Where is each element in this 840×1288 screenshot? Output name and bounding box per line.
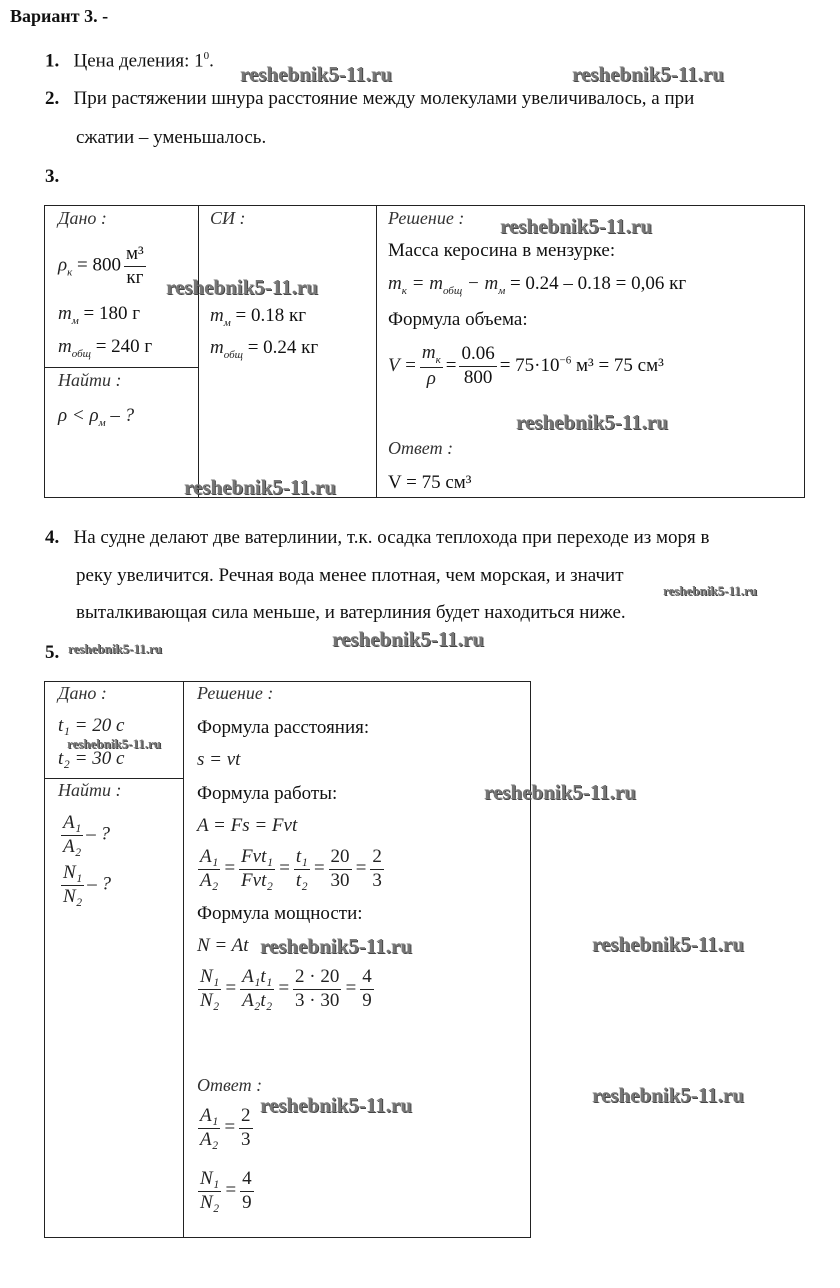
formula-part: A₁ xyxy=(198,1105,220,1129)
item-2 xyxy=(45,88,694,110)
item-1 xyxy=(45,50,214,72)
work-heading: Формула работы: xyxy=(197,783,338,804)
formula-part: общ xyxy=(442,284,463,297)
formula-part: = xyxy=(344,977,358,999)
formula-part: − m xyxy=(466,273,499,294)
volume-heading: Формула объема: xyxy=(388,309,528,330)
formula-part: N₂ xyxy=(63,885,83,907)
formula-part: A₂t₂ xyxy=(242,989,273,1011)
watermark: reshebnik5-11.ru xyxy=(260,1093,412,1117)
formula-part: 800 xyxy=(463,366,493,388)
watermark: reshebnik5-11.ru xyxy=(184,475,336,499)
formula-part: ρ xyxy=(58,254,68,276)
fraction xyxy=(459,343,496,390)
formula-part: общ xyxy=(71,347,91,360)
formula-part: 2 xyxy=(370,846,384,870)
watermark: reshebnik5-11.ru xyxy=(68,641,163,656)
formula-part: 3 xyxy=(241,1128,251,1150)
formula-part: – ? xyxy=(87,873,112,895)
fraction xyxy=(198,846,220,893)
formula-part: 20 xyxy=(329,846,352,870)
fraction xyxy=(360,966,374,1013)
watermark: reshebnik5-11.ru xyxy=(572,62,724,86)
variant-title: Вариант 3. - xyxy=(10,6,109,26)
si-mass-total xyxy=(210,337,318,361)
formula-part: = xyxy=(445,354,457,376)
item-4 xyxy=(45,527,710,549)
find-expression xyxy=(58,405,134,429)
power-heading: Формула мощности: xyxy=(197,903,363,924)
formula-part: ρ xyxy=(426,367,436,389)
formula-part: A₂ xyxy=(200,869,219,891)
formula-part: 4 xyxy=(240,1168,254,1192)
divider xyxy=(44,778,183,779)
formula-part: 4 xyxy=(360,966,374,990)
time-2-given: t₂ = 30 с xyxy=(58,748,125,769)
formula-part: 4. xyxy=(45,527,60,548)
power-formula: N = At xyxy=(197,935,249,956)
formula-part: = 180 г xyxy=(83,303,141,324)
formula-part: = xyxy=(224,977,238,999)
item-text: Цена деления: 1 xyxy=(73,50,204,72)
watermark: reshebnik5-11.ru xyxy=(67,736,162,751)
answer-value: V = 75 см³ xyxy=(388,472,472,493)
item-3-number: 3. xyxy=(45,166,60,187)
kerosene-mass-formula xyxy=(388,273,686,297)
formula-part: 9 xyxy=(362,989,372,1011)
si-label: СИ : xyxy=(210,208,246,228)
fraction xyxy=(198,966,221,1013)
watermark: reshebnik5-11.ru xyxy=(592,932,744,956)
fraction xyxy=(329,846,352,893)
formula-part: = xyxy=(223,1116,237,1138)
formula-part: N₁ xyxy=(198,966,221,990)
solution-label: Решение : xyxy=(388,208,465,228)
watermark: reshebnik5-11.ru xyxy=(240,62,392,86)
formula-part: к xyxy=(67,266,73,279)
answer-label: Ответ : xyxy=(388,438,454,458)
divider xyxy=(44,367,198,368)
answer-label: Ответ : xyxy=(197,1075,263,1095)
distance-formula: s = vt xyxy=(197,749,241,770)
formula-part: = 800 xyxy=(77,254,121,276)
formula-part: A₂ xyxy=(200,1128,219,1150)
formula-part: – ? xyxy=(110,405,135,426)
formula-part: m xyxy=(58,303,72,324)
formula-part: = xyxy=(277,977,291,999)
watermark: reshebnik5-11.ru xyxy=(663,583,758,598)
formula-part: A₁ xyxy=(61,812,83,836)
time-1-given: t₁ = 20 с xyxy=(58,715,125,736)
watermark: reshebnik5-11.ru xyxy=(500,214,652,238)
formula-part: N₂ xyxy=(200,1191,220,1213)
fraction xyxy=(420,342,443,391)
formula-part: м xyxy=(498,284,506,297)
answer-work-ratio xyxy=(195,1105,256,1152)
formula-part: m xyxy=(421,342,436,363)
formula-part: На судне делают две ватерлинии, т.к. осадка теплохода при переходе из моря в xyxy=(73,527,710,548)
item-4-line-3: выталкивающая сила меньше, и ватерлиния будет находиться ниже. xyxy=(76,602,626,623)
given-label: Дано : xyxy=(58,683,107,703)
fraction xyxy=(240,1168,254,1215)
formula-part: 2 xyxy=(239,1105,253,1129)
fraction xyxy=(239,846,275,893)
formula-part: Fvt₁ xyxy=(239,846,275,870)
formula-part: м xyxy=(223,316,231,329)
formula-part: m xyxy=(210,305,224,326)
divider xyxy=(198,205,199,497)
formula-part: m xyxy=(58,336,72,357)
answer-power-ratio xyxy=(195,1168,257,1215)
watermark: reshebnik5-11.ru xyxy=(592,1083,744,1107)
density-given xyxy=(58,243,149,290)
formula-part: m xyxy=(388,273,402,294)
formula-part: 30 xyxy=(330,869,350,891)
formula-part: = xyxy=(223,857,237,879)
fraction xyxy=(239,1105,253,1152)
item-2-continuation: сжатии – уменьшалось. xyxy=(76,127,267,148)
formula-part: к xyxy=(435,353,441,366)
find-label: Найти : xyxy=(58,370,122,390)
watermark: reshebnik5-11.ru xyxy=(516,410,668,434)
formula-part: м xyxy=(71,314,79,327)
volume-formula xyxy=(388,342,664,391)
power-ratio-formula xyxy=(195,966,377,1013)
formula-part: V = xyxy=(388,354,417,376)
formula-part: = 0.18 кг xyxy=(235,305,307,326)
find-work-ratio xyxy=(58,812,110,859)
formula-part: – ? xyxy=(86,823,110,845)
fraction xyxy=(61,862,84,909)
item-5-number: 5. xyxy=(45,642,60,663)
fraction xyxy=(370,846,384,893)
fraction xyxy=(293,966,341,1013)
formula-part: 0.06 xyxy=(459,343,496,367)
item-text: При растяжении шнура расстояние между молекулами увеличивалось, а при xyxy=(73,88,695,109)
formula-part: к xyxy=(401,284,407,297)
formula-part: = xyxy=(224,1179,238,1201)
fraction xyxy=(294,846,310,893)
formula-part: 3 · 30 xyxy=(295,989,340,1011)
formula-part: = 0.24 кг xyxy=(247,337,319,358)
work-ratio-formula xyxy=(195,846,387,893)
item-text-end: . xyxy=(209,50,214,72)
item-number: 1. xyxy=(45,50,60,72)
work-formula: A = Fs = Fvt xyxy=(197,815,298,836)
formula-part: Fvt₂ xyxy=(241,869,273,891)
formula-part: кг xyxy=(126,266,144,288)
formula-part: 3 xyxy=(372,869,382,891)
formula-part: N₂ xyxy=(200,989,220,1011)
formula-part: = xyxy=(354,857,368,879)
formula-part: 2 · 20 xyxy=(293,966,341,990)
fraction xyxy=(124,243,146,290)
watermark: reshebnik5-11.ru xyxy=(260,934,412,958)
fraction xyxy=(61,812,83,859)
watermark: reshebnik5-11.ru xyxy=(484,780,636,804)
formula-part: м xyxy=(98,416,106,429)
formula-part: = 75·10 xyxy=(499,354,560,376)
formula-part: = xyxy=(277,857,291,879)
formula-part: N₁ xyxy=(61,862,84,886)
kerosene-mass-heading: Масса керосина в мензурке: xyxy=(388,240,616,261)
item-number: 2. xyxy=(45,88,60,109)
formula-part: общ xyxy=(223,348,243,361)
mass-total-given xyxy=(58,336,152,360)
fraction xyxy=(240,966,274,1013)
formula-part: = m xyxy=(411,273,443,294)
formula-part: A₁t₁ xyxy=(240,966,274,990)
formula-part: N₁ xyxy=(198,1168,221,1192)
distance-heading: Формула расстояния: xyxy=(197,717,370,738)
si-mass-beaker xyxy=(210,305,306,329)
formula-part: = xyxy=(312,857,326,879)
fraction xyxy=(198,1105,220,1152)
divider xyxy=(183,681,184,1237)
formula-part: 9 xyxy=(242,1191,252,1213)
mass-beaker-given xyxy=(58,303,140,327)
item-4-line-2: реку увеличится. Речная вода менее плотная, чем морская, и значит xyxy=(76,565,624,586)
formula-part: −6 xyxy=(559,354,572,367)
watermark: reshebnik5-11.ru xyxy=(332,627,484,651)
formula-part: A₂ xyxy=(63,835,82,857)
formula-part: = 240 г xyxy=(95,336,153,357)
formula-part: = 0.24 – 0.18 = 0,06 кг xyxy=(509,273,687,294)
formula-part: m xyxy=(210,337,224,358)
divider xyxy=(376,205,377,497)
formula-part: t₂ xyxy=(295,869,308,891)
find-label: Найти : xyxy=(58,780,122,800)
formula-part: м³ xyxy=(124,243,146,267)
given-label: Дано : xyxy=(58,208,107,228)
find-power-ratio xyxy=(58,862,111,909)
formula-part: ρ < ρ xyxy=(58,405,99,426)
formula-part: A₁ xyxy=(198,846,220,870)
watermark: reshebnik5-11.ru xyxy=(166,275,318,299)
formula-part: t₁ xyxy=(294,846,310,870)
solution-label: Решение : xyxy=(197,683,274,703)
degree-sup: 0 xyxy=(203,50,210,62)
fraction xyxy=(198,1168,221,1215)
formula-part: м³ = 75 см³ xyxy=(571,354,664,376)
